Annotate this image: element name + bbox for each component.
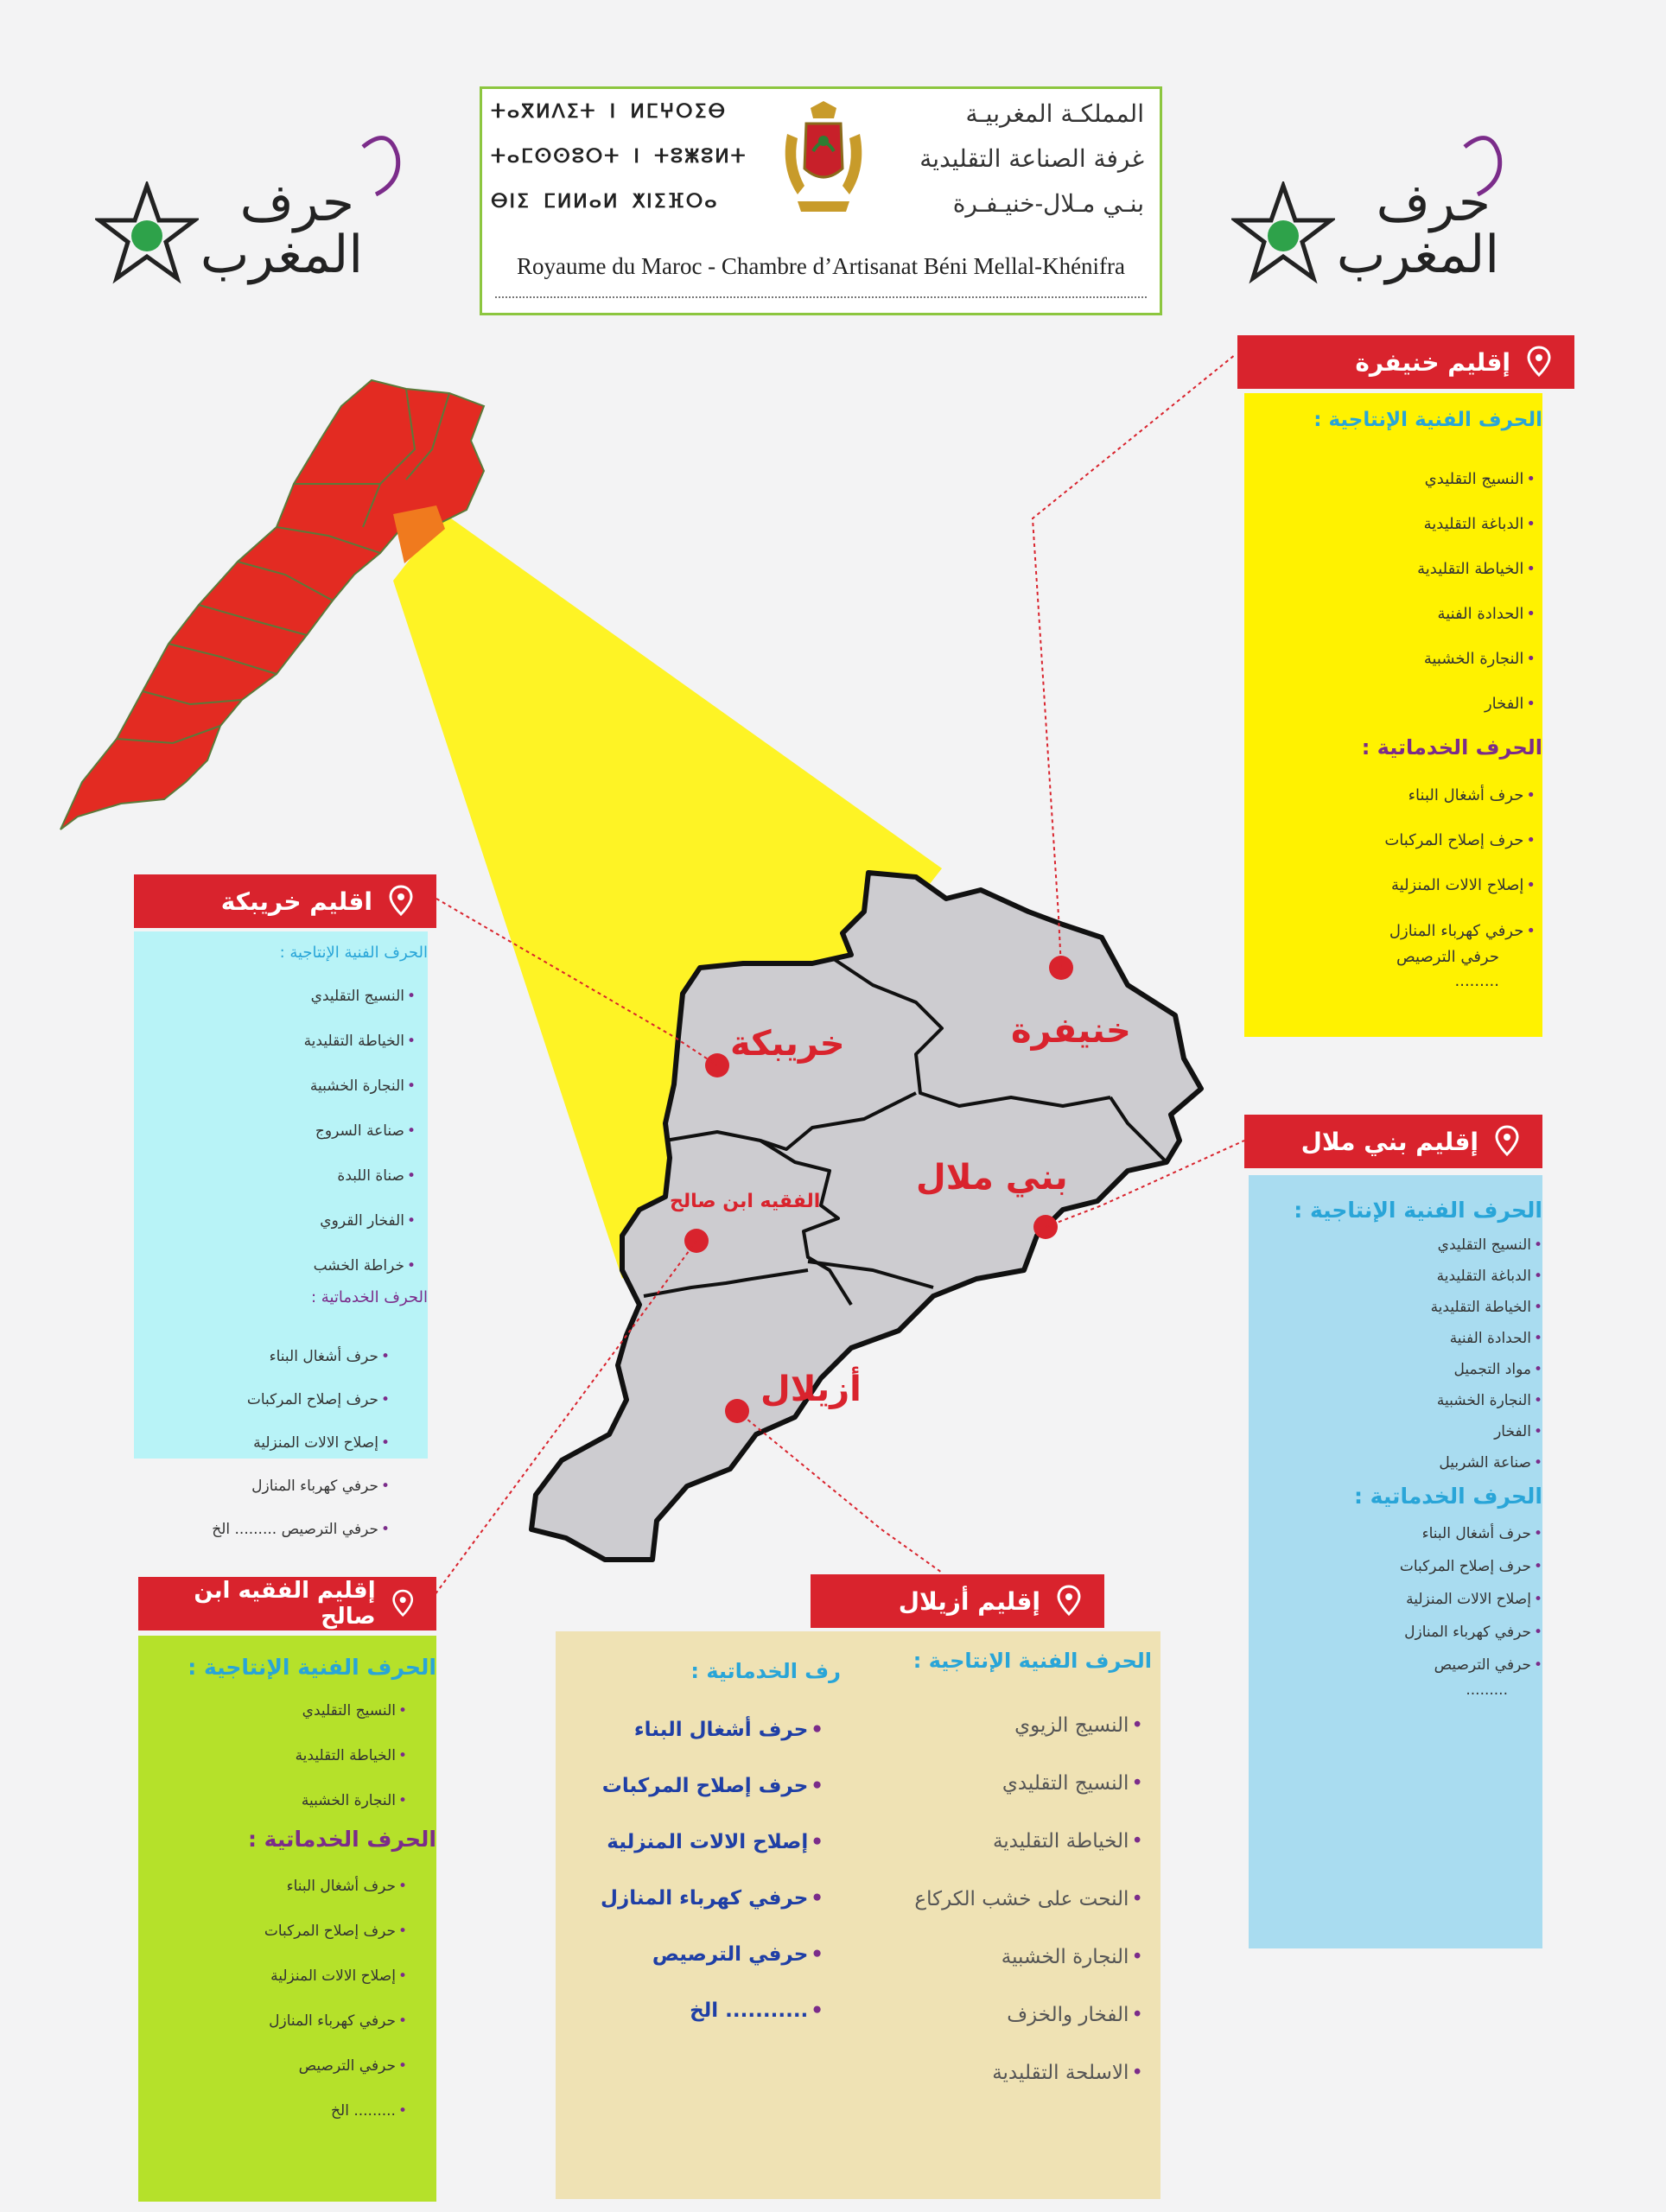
list-item: • النسيج التقليدي <box>1266 1230 1542 1261</box>
city-label-azilal: أزيلال <box>760 1370 862 1409</box>
logo-left-word1: حرف <box>239 173 354 233</box>
list-item: • إصلاح الالات المنزلية <box>151 1421 390 1465</box>
tag-khouribga-label: اقليم خريبكة <box>220 887 372 916</box>
header-arabic-region: بنـي مـلال-خنيـفـرة <box>952 189 1144 218</box>
azilal-prod-column <box>875 1649 1152 2102</box>
list-item: • حرفي كهرباء المنازل <box>1266 1616 1542 1649</box>
fquih-prod-heading: الحرف الفنية الإنتاجية : <box>188 1655 436 1680</box>
tag-khouribga <box>134 874 436 928</box>
list-item: • حرف أشغال البناء <box>1262 773 1536 818</box>
list-item: • الدباغة التقليدية <box>1266 1261 1542 1292</box>
location-pin-icon <box>1494 1125 1520 1158</box>
list-item: • النسيج الزيوي <box>875 1697 1143 1755</box>
khouribga-serv-list <box>151 1335 419 1568</box>
list-item: • حرف إصلاح المركبات <box>1262 818 1536 863</box>
list-item: • إصلاح الالات المنزلية <box>156 1954 407 1999</box>
city-label-khouribga: خريبكة <box>730 1024 845 1064</box>
fquih-serv-list <box>156 1864 436 2133</box>
bm-prod-heading: الحرف الفنية الإنتاجية : <box>1294 1198 1542 1223</box>
tag-fquih <box>138 1577 436 1630</box>
list-item: • حرف أشغال البناء <box>151 1335 390 1378</box>
header-arabic-chamber: غرفة الصناعة التقليدية <box>919 144 1144 173</box>
list-item: • مواد التجميل <box>1266 1354 1542 1385</box>
header-dotted-rule <box>495 296 1147 298</box>
list-item: • الخياطة التقليدية <box>1262 547 1536 592</box>
bm-prod-list <box>1266 1230 1542 1478</box>
location-pin-icon <box>1056 1585 1082 1618</box>
header-french: Royaume du Maroc - Chambre d’Artisanat Béni Mellal-Khénifra <box>516 253 1126 279</box>
list-item: • حرف إصلاح المركبات <box>151 1378 390 1421</box>
city-label-fquih: الفقيه ابن صالح <box>670 1191 821 1212</box>
list-item: • النجارة الخشبية <box>1262 637 1536 682</box>
list-item: • حرف إصلاح المركبات <box>582 1758 823 1815</box>
azilal-serv-heading: رف الخدماتية : <box>690 1659 841 1683</box>
list-item: • النجارة الخشبية <box>151 1064 416 1109</box>
bm-extra: ......... <box>1466 1681 1508 1699</box>
logo-right-word1: حرف <box>1376 173 1491 233</box>
list-item: • صناعة الشربيل <box>1266 1447 1542 1478</box>
list-item: • حرفي كهرباء المنازل <box>1262 918 1536 944</box>
location-pin-icon <box>1526 346 1552 378</box>
khouribga-prod-list <box>151 974 428 1288</box>
azilal-serv-column <box>582 1659 841 2039</box>
list-item: • الفخار والخزف <box>875 1986 1143 2044</box>
list-item: • الحدادة الفنية <box>1266 1323 1542 1354</box>
list-item: • حرفي الترصيص <box>1266 1649 1542 1681</box>
tag-beni-mellal-label: إقليم بني ملال <box>1300 1127 1478 1156</box>
list-item: • النسيج التقليدي <box>875 1755 1143 1813</box>
list-item: • الاسلحة التقليدية <box>875 2044 1143 2102</box>
list-item: • حرف إصلاح المركبات <box>156 1909 407 1954</box>
list-item: • الحدادة الفنية <box>1262 592 1536 637</box>
list-item: • النسيج التقليدي <box>1262 457 1536 502</box>
list-item: • حرفي الترصيص ......... الخ <box>151 1508 390 1551</box>
tag-fquih-label: إقليم الفقيه ابن صالح <box>194 1578 376 1630</box>
list-item: • النجارة الخشبية <box>156 1778 407 1823</box>
list-item: • النسيج التقليدي <box>156 1688 407 1733</box>
list-item: • حرفي الترصيص <box>582 1927 823 1983</box>
coat-of-arms-icon <box>780 99 867 229</box>
khenifra-prod-heading: الحرف الفنية الإنتاجية : <box>1313 409 1542 431</box>
list-item: • ........... الخ <box>582 1983 823 2039</box>
logo-left-word2: المغرب <box>200 225 363 285</box>
bm-serv-list <box>1266 1517 1542 1681</box>
list-item: • إصلاح الالات المنزلية <box>1266 1583 1542 1616</box>
city-label-beni-mellal: بني ملال <box>916 1158 1068 1198</box>
star-icon <box>1231 181 1335 285</box>
list-item: • ......... الخ <box>156 2088 407 2133</box>
khenifra-prod-list <box>1262 457 1542 727</box>
khenifra-serv-list <box>1262 773 1542 944</box>
list-item: • خراطة الخشب <box>151 1243 416 1288</box>
panel-fquih <box>138 1636 436 2202</box>
list-item: • الخياطة التقليدية <box>151 1019 416 1064</box>
logo-left <box>95 130 389 285</box>
list-item: • إصلاح الالات المنزلية <box>582 1815 823 1871</box>
list-item: • حرفي كهرباء المنازل <box>582 1871 823 1927</box>
azilal-prod-heading: الحرف الفنية الإنتاجية : <box>912 1649 1152 1673</box>
tag-azilal-label: إقليم أزيلال <box>898 1586 1040 1616</box>
list-item: • إصلاح الالات المنزلية <box>1262 863 1536 908</box>
khenifra-extra-2: ......... <box>1454 972 1499 990</box>
list-item: • الخياطة التقليدية <box>1266 1292 1542 1323</box>
list-item: • صناعة السروج <box>151 1109 416 1154</box>
panel-beni-mellal <box>1249 1175 1542 1948</box>
list-item: • حرف أشغال البناء <box>582 1702 823 1758</box>
header-arabic-kingdom: المملكـة المغربيـة <box>965 99 1144 128</box>
khouribga-prod-heading: الحرف الفنية الإنتاجية : <box>279 944 428 962</box>
tag-azilal <box>811 1574 1104 1628</box>
location-pin-icon <box>391 1587 414 1620</box>
khenifra-extra-1: حرفي الترصيص <box>1396 948 1499 966</box>
star-icon <box>95 181 199 285</box>
list-item: • الخياطة التقليدية <box>875 1813 1143 1871</box>
tag-khenifra-label: إقليم خنيفرة <box>1355 347 1510 377</box>
bm-serv-heading: الحرف الخدماتية : <box>1353 1484 1542 1509</box>
tifinagh-line-3: ⴱⵏⵉ ⵎⵍⵍⴰⵍ ⵅⵏⵉⴼⵔⴰ <box>491 191 719 213</box>
tag-beni-mellal <box>1244 1115 1542 1168</box>
header-box <box>480 86 1162 315</box>
fquih-prod-list <box>156 1688 436 1823</box>
azilal-prod-list <box>875 1697 1152 2102</box>
logo-right <box>1231 130 1542 285</box>
list-item: • النجارة الخشبية <box>1266 1385 1542 1416</box>
tifinagh-line-1: ⵜⴰⴳⵍⴷⵉⵜ ⵏ ⵍⵎⵖⵔⵉⴱ <box>491 101 728 123</box>
list-item: • الفخار القروي <box>151 1198 416 1243</box>
list-item: • النسيج التقليدي <box>151 974 416 1019</box>
list-item: • حرف أشغال البناء <box>1266 1517 1542 1550</box>
swirl-icon <box>354 130 406 199</box>
khouribga-serv-heading: الحرف الخدماتية : <box>311 1288 428 1306</box>
tifinagh-line-2: ⵜⴰⵎⵙⵙⵓⵔⵜ ⵏ ⵜⵓⵥⵓⵍⵜ <box>491 146 747 168</box>
fquih-serv-heading: الحرف الخدماتية : <box>247 1827 436 1852</box>
list-item: • حرف إصلاح المركبات <box>1266 1550 1542 1583</box>
list-item: • الخياطة التقليدية <box>156 1733 407 1778</box>
list-item: • حرف أشغال البناء <box>156 1864 407 1909</box>
azilal-serv-list <box>582 1702 841 2039</box>
city-label-khenifra: خنيفرة <box>1011 1011 1131 1051</box>
list-item: • النحت على خشب الكركاع <box>875 1871 1143 1929</box>
list-item: • حرفي كهرباء المنازل <box>151 1465 390 1508</box>
list-item: • حرفي الترصيص <box>156 2044 407 2088</box>
location-pin-icon <box>388 885 414 918</box>
panel-khenifra <box>1244 393 1542 1037</box>
panel-azilal <box>556 1631 1160 2199</box>
list-item: • صناة اللبدة <box>151 1154 416 1198</box>
list-item: • الفخار <box>1262 682 1536 727</box>
list-item: • الفخار <box>1266 1416 1542 1447</box>
list-item: • النجارة الخشبية <box>875 1929 1143 1986</box>
khenifra-serv-heading: الحرف الخدماتية : <box>1361 735 1542 760</box>
tag-khenifra <box>1237 335 1574 389</box>
list-item: • حرفي كهرباء المنازل <box>156 1999 407 2044</box>
logo-right-word2: المغرب <box>1336 225 1499 285</box>
list-item: • الدباغة التقليدية <box>1262 502 1536 547</box>
